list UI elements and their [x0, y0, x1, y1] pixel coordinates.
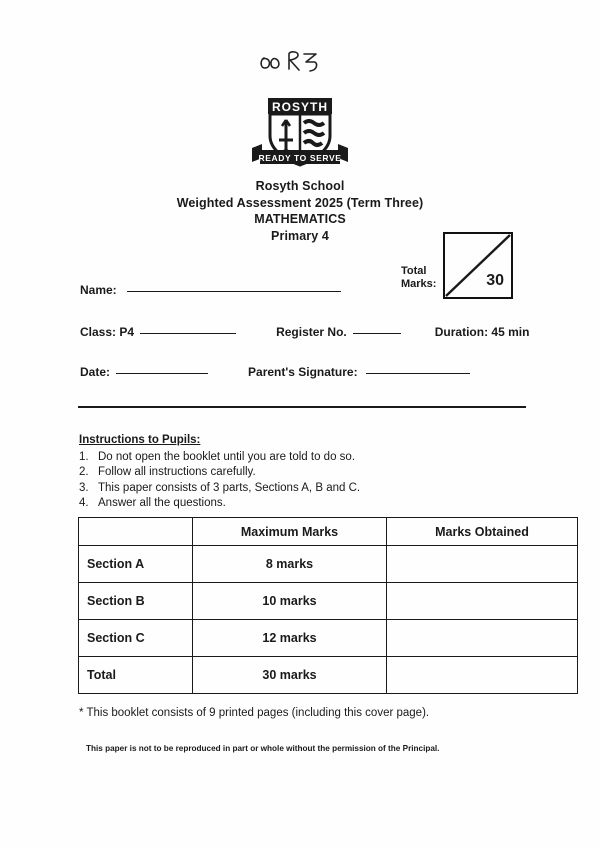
row-maximum-section-b: 10 marks [193, 583, 387, 620]
table-header-maximum-marks: Maximum Marks [193, 518, 387, 546]
duration-label: Duration: [434, 325, 489, 339]
table-row [79, 657, 578, 694]
row-obtained-total[interactable] [387, 657, 578, 694]
class-input[interactable] [140, 333, 236, 334]
booklet-page-count-note: * This booklet consists of 9 printed pages (including this cover page). [79, 707, 430, 719]
row-obtained-section-c[interactable] [387, 620, 578, 657]
class-field-row [80, 325, 529, 339]
subject-name: MATHEMATICS [254, 212, 346, 226]
table-row [79, 546, 578, 583]
signature-input[interactable] [366, 373, 470, 374]
row-label-section-a: Section A [79, 546, 193, 583]
table-header-marks-obtained: Marks Obtained [387, 518, 578, 546]
instruction-text: Do not open the booklet until you are told to do so. [98, 450, 356, 463]
table-header-row [79, 518, 578, 546]
row-label-section-b: Section B [79, 583, 193, 620]
table-header-blank [79, 518, 193, 546]
row-obtained-section-b[interactable] [387, 583, 578, 620]
class-value: P4 [119, 325, 135, 339]
table-row [79, 583, 578, 620]
name-field-row [80, 283, 341, 297]
register-input[interactable] [353, 333, 401, 334]
total-marks-label [401, 265, 445, 291]
instruction-number: 3. [79, 481, 89, 494]
total-marks-value: 30 [486, 272, 504, 289]
level-name: Primary 4 [271, 228, 329, 243]
instruction-item [79, 481, 360, 497]
duration-value: 45 min [491, 325, 530, 339]
school-crest-logo [248, 96, 352, 170]
instruction-item [79, 496, 360, 512]
marks-summary-table [78, 517, 578, 694]
register-label: Register No. [276, 325, 347, 339]
table-row [79, 620, 578, 657]
assessment-name: Weighted Assessment 2025 (Term Three) [176, 195, 424, 210]
row-maximum-section-a: 8 marks [193, 546, 387, 583]
signature-label: Parent's Signature: [248, 365, 358, 379]
copyright-notice: This paper is not to be reproduced in part or whole without the permission of the Principal. [86, 744, 440, 753]
row-label-total: Total [79, 657, 193, 694]
date-input[interactable] [116, 373, 208, 374]
class-label: Class: [80, 325, 117, 339]
instruction-number: 2. [79, 466, 89, 479]
row-obtained-section-a[interactable] [387, 546, 578, 583]
date-label: Date: [80, 365, 111, 379]
section-divider [78, 406, 526, 408]
svg-text:ROSYTH: ROSYTH [271, 100, 329, 114]
row-maximum-total: 30 marks [193, 657, 387, 694]
instruction-text: This paper consists of 3 parts, Sections A, B and C. [98, 481, 361, 494]
instructions-title: Instructions to Pupils: [79, 434, 201, 446]
row-maximum-section-c: 12 marks [193, 620, 387, 657]
svg-text:READY TO SERVE: READY TO SERVE [258, 153, 342, 163]
total-marks-label-line2: Marks: [401, 278, 437, 290]
instruction-item [79, 465, 360, 481]
instruction-item [79, 450, 360, 466]
date-field-row [80, 365, 470, 379]
instruction-text: Follow all instructions carefully. [98, 466, 256, 479]
name-label: Name: [80, 283, 117, 297]
handwritten-annotation [258, 44, 328, 80]
name-input[interactable] [127, 291, 341, 292]
school-name: Rosyth School [255, 179, 345, 193]
instruction-number: 4. [79, 497, 89, 510]
instruction-text: Answer all the questions. [98, 497, 226, 510]
total-marks-label-line1: Total [401, 265, 427, 277]
instructions-block [79, 433, 360, 512]
instruction-number: 1. [79, 450, 89, 463]
total-marks-box[interactable] [443, 232, 513, 299]
row-label-section-c: Section C [79, 620, 193, 657]
